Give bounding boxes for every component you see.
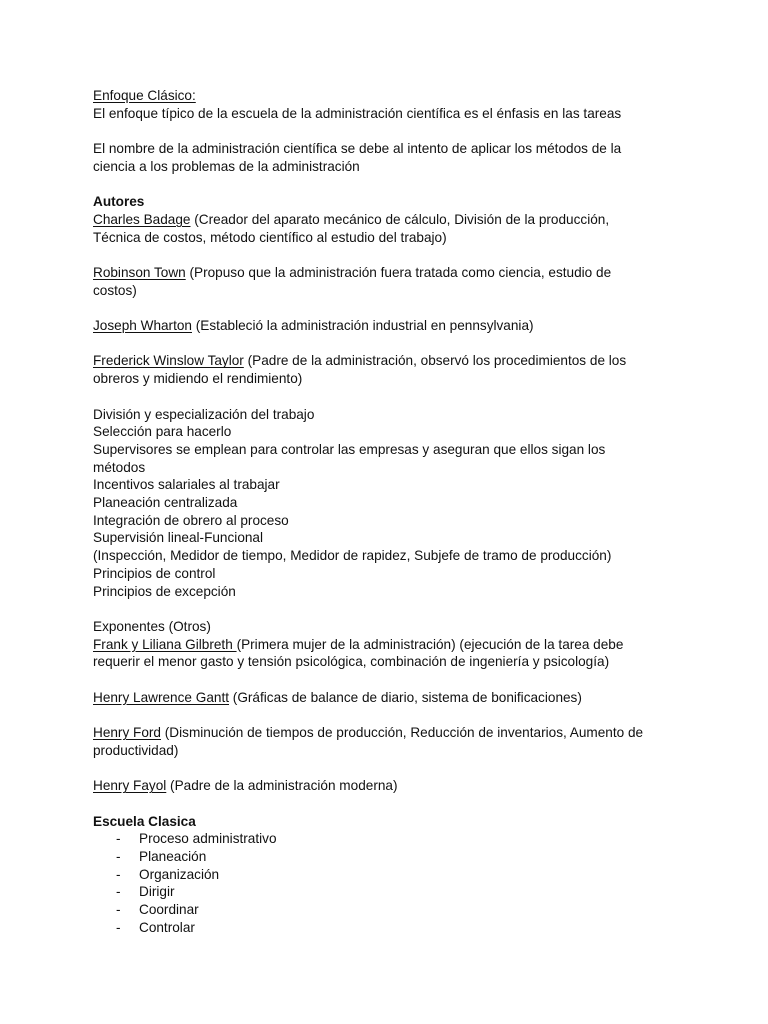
bullet-dash: - bbox=[116, 866, 121, 882]
spacer bbox=[93, 176, 688, 194]
exponent-name: Henry Fayol bbox=[93, 778, 167, 794]
author-name: Frederick Winslow Taylor bbox=[93, 353, 244, 369]
taylor-point: Principios de excepción bbox=[93, 583, 236, 599]
author-description-continued: costos) bbox=[93, 282, 137, 298]
section-title: Enfoque Clásico: bbox=[93, 88, 196, 103]
list-item bbox=[93, 919, 688, 937]
spacer bbox=[93, 388, 688, 406]
list-item-text: Proceso administrativo bbox=[139, 831, 277, 847]
list-item bbox=[93, 883, 688, 901]
taylor-point: Integración de obrero al proceso bbox=[93, 512, 289, 528]
exponent-description-continued: requerir el menor gasto y tensión psicológica, combinación de ingeniería y psicología) bbox=[93, 654, 610, 670]
exponent-entry-gantt bbox=[93, 689, 688, 707]
exponent-description: (Primera mujer de la administración) (ejecución de la tarea debe bbox=[236, 636, 624, 652]
spacer bbox=[93, 671, 688, 689]
taylor-point: Principios de control bbox=[93, 565, 216, 581]
taylor-point: Planeación centralizada bbox=[93, 495, 238, 511]
exponent-entry-ford bbox=[93, 724, 688, 742]
taylor-point: Supervisión lineal-Funcional bbox=[93, 530, 264, 546]
taylor-point: (Inspección, Medidor de tiempo, Medidor de rapidez, Subjefe de tramo de producción) bbox=[93, 548, 612, 564]
exponent-description: (Gráficas de balance de diario, sistema de bonificaciones) bbox=[229, 689, 582, 705]
author-entry-babbage bbox=[93, 211, 688, 229]
list-item-text: Dirigir bbox=[139, 884, 175, 900]
taylor-point: Incentivos salariales al trabajar bbox=[93, 477, 280, 493]
exponent-entry-gilbreth bbox=[93, 636, 688, 654]
authors-heading: Autores bbox=[93, 194, 145, 210]
list-item-text: Organización bbox=[139, 866, 220, 882]
list-item-text: Controlar bbox=[139, 919, 195, 935]
intro-line: El enfoque típico de la escuela de la administración científica es el énfasis en las tareas bbox=[93, 105, 622, 121]
spacer bbox=[93, 122, 688, 140]
exponent-name: Henry Lawrence Gantt bbox=[93, 689, 230, 705]
list-item-text: Planeación bbox=[139, 849, 207, 865]
list-item bbox=[93, 901, 688, 919]
taylor-point: métodos bbox=[93, 459, 146, 475]
exponent-entry-fayol bbox=[93, 777, 688, 795]
bullet-dash: - bbox=[116, 849, 121, 865]
exponent-description: (Padre de la administración moderna) bbox=[166, 778, 398, 794]
author-name: Charles Badage bbox=[93, 211, 191, 227]
list-item bbox=[93, 866, 688, 884]
list-item bbox=[93, 848, 688, 866]
exponent-description-continued: productividad) bbox=[93, 742, 179, 758]
author-description: (Estableció la administración industrial en pennsylvania) bbox=[192, 318, 534, 334]
taylor-point: Supervisores se emplean para controlar las empresas y aseguran que ellos sigan los bbox=[93, 441, 606, 457]
bullet-dash: - bbox=[116, 831, 121, 847]
author-entry-town bbox=[93, 264, 688, 282]
taylor-point: Selección para hacerlo bbox=[93, 424, 232, 440]
spacer bbox=[93, 246, 688, 264]
school-heading: Escuela Clasica bbox=[93, 813, 196, 829]
exponent-description: (Disminución de tiempos de producción, Reducción de inventarios, Aumento de bbox=[161, 725, 644, 741]
author-description: (Propuso que la administración fuera tratada como ciencia, estudio de bbox=[185, 264, 612, 280]
list-item bbox=[93, 830, 688, 848]
spacer bbox=[93, 600, 688, 618]
bullet-dash: - bbox=[116, 902, 121, 918]
author-entry-wharton bbox=[93, 317, 688, 335]
taylor-point: División y especialización del trabajo bbox=[93, 406, 315, 422]
spacer bbox=[93, 795, 688, 813]
exponent-name: Henry Ford bbox=[93, 725, 161, 741]
exponent-name: Frank y Liliana Gilbreth bbox=[93, 636, 237, 652]
name-paragraph-line-2: ciencia a los problemas de la administración bbox=[93, 158, 360, 174]
author-description: (Creador del aparato mecánico de cálculo, División de la producción, bbox=[190, 211, 610, 227]
author-entry-taylor bbox=[93, 352, 688, 370]
bullet-dash: - bbox=[116, 919, 121, 935]
exponents-heading: Exponentes (Otros) bbox=[93, 618, 211, 634]
list-item-text: Coordinar bbox=[139, 902, 199, 918]
name-paragraph-line-1: El nombre de la administración científica se debe al intento de aplicar los métodos de la bbox=[93, 141, 622, 157]
author-description-continued: obreros y midiendo el rendimiento) bbox=[93, 371, 303, 387]
author-name: Robinson Town bbox=[93, 264, 186, 280]
author-description: (Padre de la administración, observó los procedimientos de los bbox=[243, 353, 627, 369]
author-name: Joseph Wharton bbox=[93, 318, 192, 334]
spacer bbox=[93, 706, 688, 724]
spacer bbox=[93, 299, 688, 317]
author-description-continued: Técnica de costos, método científico al estudio del trabajo) bbox=[93, 229, 447, 245]
spacer bbox=[93, 335, 688, 353]
bullet-dash: - bbox=[116, 884, 121, 900]
school-list bbox=[93, 830, 688, 936]
spacer bbox=[93, 760, 688, 778]
